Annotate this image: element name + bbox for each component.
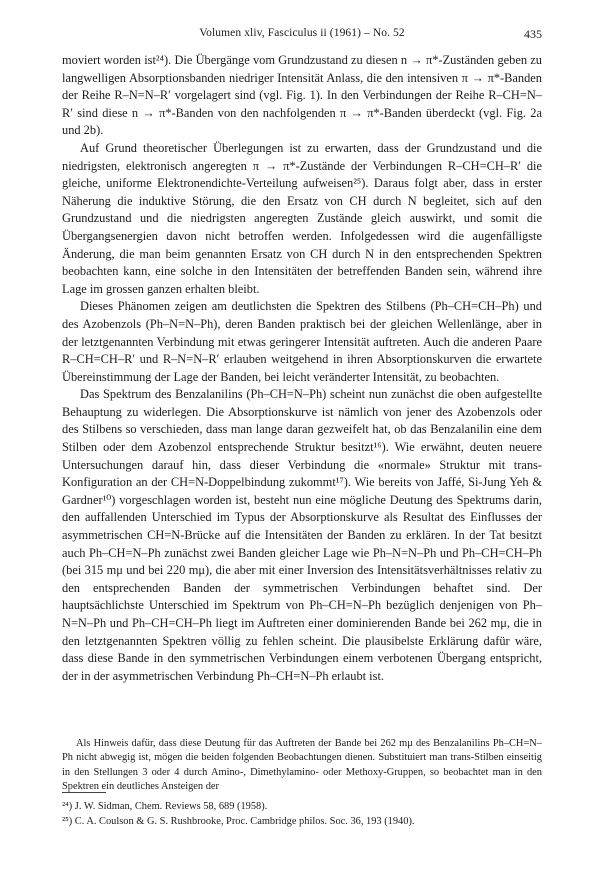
page-number: 435 xyxy=(524,27,542,41)
page-header xyxy=(62,27,542,47)
body-text xyxy=(62,52,542,685)
paragraph: Das Spektrum des Benzalanilins (Ph–CH=N–Ph) scheint nun zunächst die oben aufgestellte Behauptung zu widerlegen. Die Absorptionskurve ist nämlich von jener des Azobenzols oder des Stilbens so verschieden, dass man lange daran gezweifelt hat, ob das Benzalanilin eine dem Stilben oder dem Azobenzol entsprechende Struktur besitzt¹⁶). Wie erwähnt, deuten neuere Untersuchungen darauf hin, dass dieser Verbindung die «normale» Struktur mit trans-Konfiguration an der CH=N-Doppelbindung zukommt¹⁷). Wie bereits von Jaffé, Si-Jung Yeh & Gardner¹⁰) vorgeschlagen worden ist, besteht nun eine mögliche Deutung des Spektrums darin, den auffallenden Unterschied im Typus der Absorptionskurve als Resultat des Einflusses der asymmetrischen CH=N-Brücke auf die Intensitäten der Banden zu erklären. In der Tat besitzt auch Ph–CH=N–Ph zunächst zwei Banden gleicher Lage wie Ph–N=N–Ph und Ph–CH=CH–Ph (bei 315 mμ und bei 220 mμ), die aber mit einer Inversion des Intensitätsverhältnisses relativ zu den entsprechenden Banden der symmetrischen Verbindungen behaftet sind. Der hauptsächlichste Unterschied im Spektrum von Ph–CH=N–Ph bezüglich denjenigen von Ph–N=N–Ph und Ph–CH=CH–Ph liegt im Auftreten einer dominierenden Bande bei 262 mμ, die in den letztgenannten Spektren völlig zu fehlen scheint. Die plausibelste Erklärung dafür wäre, dass diese Bande in den symmetrischen Verbindungen einem verbotenen Übergang entspricht, der in der asymmetrischen Verbindung Ph–CH=N–Ph erlaubt ist. xyxy=(62,387,542,683)
footnotes xyxy=(62,799,542,829)
paragraph: Auf Grund theoretischer Überlegungen ist zu erwarten, dass der Grundzustand und die niedrigsten, elektronisch angeregten π → π*-Zustände der Verbindungen R–CH=CH–R′ die gleiche, uniforme Elektronendichte-Verteilung aufweisen²⁵). Daraus folgt aber, dass in erster Näherung die induktive Störung, die den Ersatz von CH durch N begleitet, sich auf den Grundzustand und die niedrigsten angeregten Zustände gleich auswirkt, und somit die Übergangsenergien davon nicht betroffen werden. Infolgedessen wird die augenfälligste Änderung, die man beim genannten Ersatz von CH durch N in den entsprechenden Spektren beobachten kann, eine solche in den Intensitäten der betreffenden Banden sein, während ihre Lage im grossen ganzen erhalten bleibt. xyxy=(62,140,542,296)
paragraph: Dieses Phänomen zeigen am deutlichsten die Spektren des Stilbens (Ph–CH=CH–Ph) und des Azobenzols (Ph–N=N–Ph), deren Banden praktisch bei der gleichen Wellenlänge, aber in der letztgenannten Verbindung mit etwas geringerer Intensität auftreten. Auch die anderen Paare R–CH=CH–R′ und R–N=N–R′ erlauben weitgehend in ihren Absorptionskurven die erwartete Übereinstimmung der Lage der Banden, bei leicht veränderter Intensität, zu beobachten. xyxy=(62,299,542,384)
footnote-25: ²⁵) C. A. Coulson & G. S. Rushbrooke, Proc. Cambridge philos. Soc. 36, 193 (1940). xyxy=(62,816,415,827)
footnote-rule xyxy=(62,792,106,793)
small-print-note: Als Hinweis dafür, dass diese Deutung für das Auftreten der Bande bei 262 mμ des Benzalanilins Ph–CH=N–Ph nicht abwegig ist, mögen die beiden folgenden Beobachtungen dienen. Substituiert man trans-Stilben einseitig in den Stellungen 3 oder 4 durch Amino-, Dimethylamino- oder Methoxy-Gruppen, so beobachtet man in den Spektren ein deutliches Ansteigen der xyxy=(62,738,542,793)
running-head: Volumen xliv, Fasciculus ii (1961) – No. 52 xyxy=(199,27,405,39)
footnote-24: ²⁴) J. W. Sidman, Chem. Reviews 58, 689 (1958). xyxy=(62,801,268,812)
paragraph: moviert worden ist²⁴). Die Übergänge vom Grundzustand zu diesen n → π*-Zuständen geben zu langwelligen Absorptionsbanden niedriger Intensität Anlass, die den intensiven π → π*-Banden der Reihe R–N=N–R′ vorgelagert sind (vgl. Fig. 1). In den Verbindungen der Reihe R–CH=N–R′ sind diese n → π*-Banden von den nachfolgenden π → π*-Banden überdeckt (vgl. Fig. 2a und 2b). xyxy=(62,53,542,138)
